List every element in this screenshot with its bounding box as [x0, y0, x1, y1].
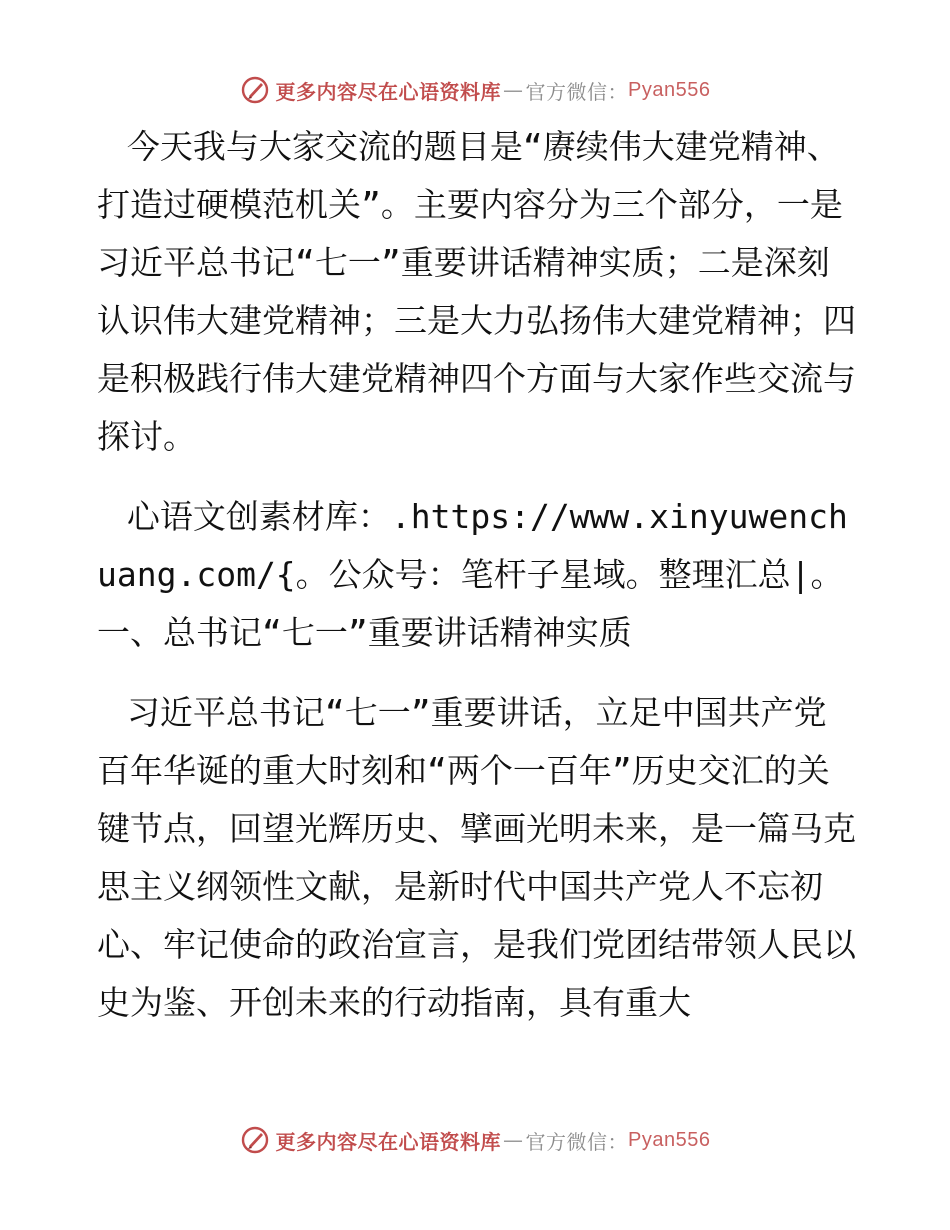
watermark-brand: 更多内容尽在心语资料库 [275, 79, 502, 104]
footer-watermark [0, 1120, 950, 1160]
paragraph-source-and-heading: 心语文创素材库：.https://www.xinyuwenchuang.com/{。公众号：笔杆子星域。整理汇总|。一、总书记“七一”重要讲话精神实质 [97, 497, 848, 652]
watermark-wechat-id: Pyan556 [628, 78, 711, 101]
header-watermark [0, 70, 950, 110]
quill-seal-icon [240, 1125, 270, 1155]
watermark-wechat-id: Pyan556 [628, 1128, 711, 1151]
watermark-separator: — [503, 1128, 524, 1152]
quill-seal-icon [240, 75, 270, 105]
watermark-brand: 更多内容尽在心语资料库 [275, 1129, 502, 1154]
paragraph-intro: 今天我与大家交流的题目是“赓续伟大建党精神、打造过硬模范机关”。主要内容分为三个部分，一是习近平总书记“七一”重要讲话精神实质；二是深刻认识伟大建党精神；三是大力弘扬伟大建党精神；四是积极践行伟大建党精神四个方面与大家作些交流与探讨。 [97, 127, 856, 456]
watermark-label: 官方微信： [525, 79, 629, 104]
watermark-separator: — [503, 78, 524, 102]
paragraph-speech-summary: 习近平总书记“七一”重要讲话，立足中国共产党百年华诞的重大时刻和“两个一百年”历史交汇的关键节点，回望光辉历史、擘画光明未来，是一篇马克思主义纲领性文献，是新时代中国共产党人不忘初心、牢记使命的政治宣言，是我们党团结带领人民以史为鉴、开创未来的行动指南，具有重大 [97, 693, 856, 1022]
document-body [97, 118, 857, 1054]
watermark-label: 官方微信： [525, 1129, 629, 1154]
